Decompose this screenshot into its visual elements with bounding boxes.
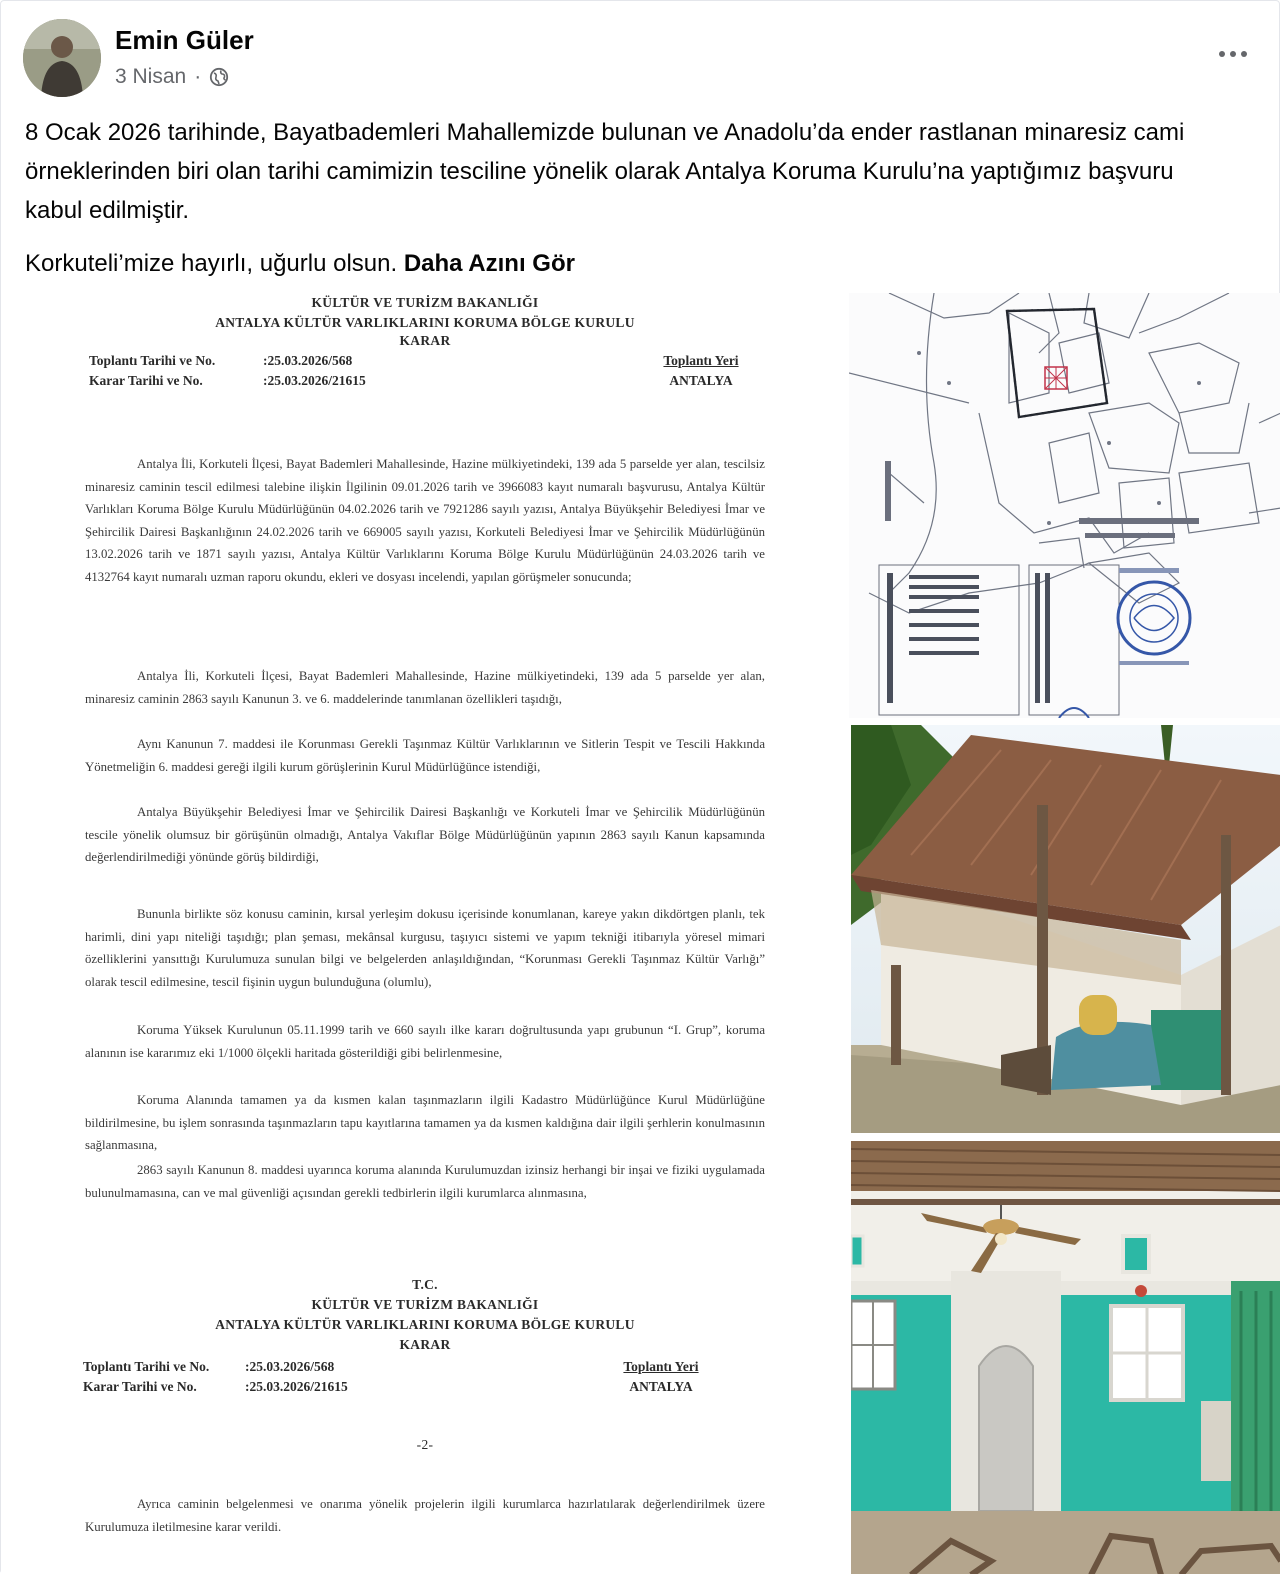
- post-date[interactable]: 3 Nisan: [115, 65, 187, 88]
- doc-meeting-label-2: Toplantı Tarihi ve No.: [83, 1359, 210, 1374]
- post-header: [23, 19, 1259, 97]
- doc-paragraph-5: Bununla birlikte söz konusu caminin, kırsal yerleşim dokusu içerisinde konumlanan, kareye yakın dikdörtgen planlı, tek harimli, dini yapı niteliği taşıdığı; plan şeması, mekânsal kurgusu, taşıyıcı sistemi ve yapım tekniği itibarıyla yöresel mimari özelliklerini yansıttığı Kurulumuza sunulan bilgi ve belgelerden anlaşıldığından, “Korunması Gerekli Taşınmaz Kültür Varlığı” olarak tescil edilmesine, tescil fişinin uygun bulunduğuna (olumlu),: [85, 907, 765, 989]
- doc-paragraph-6: Koruma Yüksek Kurulunun 05.11.1999 tarih ve 660 sayılı ilke kararı doğrultusunda yapı grubunun “I. Grup”, koruma alanının ise kararımız eki 1/1000 ölçekli haritada gösterildiği gibi belirlenmesine,: [85, 1023, 765, 1060]
- cadastral-map-image[interactable]: [849, 293, 1280, 718]
- doc-paragraph-4: Antalya Büyükşehir Belediyesi İmar ve Şehircilik Dairesi Başkanlığı ve Korkuteli İmar ve Şehircilik Müdürlüğünün tescile yönelik olumsuz bir görüşünün olmadığı, Antalya Vakıflar Bölge Müdürlüğünün yapının 2863 sayılı Kanun kapsamında değerlendirilmediği yönünde görüş bildirdiği,: [85, 805, 765, 864]
- see-less-link[interactable]: Daha Azını Gör: [403, 250, 575, 277]
- doc-place-label: Toplantı Yeri: [663, 353, 739, 368]
- doc-place-value-2: ANTALYA: [629, 1379, 693, 1394]
- doc-board-2: ANTALYA KÜLTÜR VARLIKLARINI KORUMA BÖLGE KURULU: [215, 1317, 635, 1332]
- doc-page-number: -2-: [416, 1437, 434, 1452]
- doc-paragraph-2: Antalya İli, Korkuteli İlçesi, Bayat Bademleri Mahallesinde, Hazine mülkiyetindeki, 139 ada 5 parselde yer alan, minaresiz caminin 2863 sayılı Kanunun 3. ve 6. maddelerinde tanımlanan özellikleri taşıdığı,: [85, 669, 765, 706]
- doc-ministry-2: KÜLTÜR VE TURİZM BAKANLIĞI: [311, 1297, 539, 1312]
- post-paragraph-1: 8 Ocak 2026 tarihinde, Bayatbademleri Mahallemizde bulunan ve Anadolu’da ender rastlanan minaresiz cami örneklerinden biri olan tarihi camimizin tesciline yönelik olarak Antalya Koruma Kurulu’na yaptığımız başvuru kabul edilmiştir.: [25, 119, 1185, 224]
- mosque-exterior-photo[interactable]: [851, 725, 1280, 1133]
- post-meta: [115, 65, 229, 89]
- more-options-button[interactable]: [1213, 39, 1253, 69]
- doc-decision-label: Karar Tarihi ve No.: [89, 373, 203, 388]
- meta-separator: ·: [194, 65, 202, 88]
- post-paragraph-2: [25, 244, 1225, 283]
- doc-meeting-value: :25.03.2026/568: [263, 353, 353, 368]
- doc-paragraph-7: Koruma Alanında tamamen ya da kısmen kalan taşınmazların ilgili Kadastro Müdürlüğünce Kurul Müdürlüğüne bildirilmesine, bu işlem sonrasında taşınmazların tapu kayıtlarına tamamen ya da kısmen kaldığına dair ilgili şerhlerin konulmasının sağlanmasına,: [85, 1093, 765, 1152]
- author-name[interactable]: Emin Güler: [115, 25, 254, 55]
- doc-decision-title: KARAR: [399, 333, 451, 348]
- more-horizontal-icon: [1219, 51, 1225, 57]
- doc-board: ANTALYA KÜLTÜR VARLIKLARINI KORUMA BÖLGE KURULU: [215, 315, 635, 330]
- doc-decision-title-2: KARAR: [399, 1337, 451, 1352]
- mosque-interior-photo[interactable]: [851, 1141, 1280, 1574]
- dot: [1230, 51, 1236, 57]
- doc-decision-value: :25.03.2026/21615: [263, 373, 366, 388]
- doc-meeting-value-2: :25.03.2026/568: [245, 1359, 335, 1374]
- post-paragraph-2-text: Korkuteli’mize hayırlı, uğurlu olsun.: [25, 250, 398, 277]
- dot: [1241, 51, 1247, 57]
- doc-paragraph-1: Antalya İli, Korkuteli İlçesi, Bayat Bademleri Mahallesinde, Hazine mülkiyetindeki, 139 ada 5 parselde yer alan, tescilsiz minaresiz caminin tescil edilmesi talebine ilişkin İlgilinin 09.01.2026 tarih ve 3966083 kayıt numaralı başvurusu, Antalya Kültür Varlıkları Koruma Bölge Kurulu Müdürlüğünün 04.02.2026 tarih ve 7921286 sayılı yazısı, Antalya Büyükşehir Belediyesi İmar ve Şehircilik Dairesi Başkanlığının 24.02.2026 tarih ve 669005 sayılı yazısı, Korkuteli Belediyesi İmar ve Şehircilik Müdürlüğünün 13.02.2026 tarih ve 1871 sayılı yazısı, Antalya Kültür Varlıklarını Koruma Bölge Kurulu Müdürlüğünün 24.03.2026 tarih ve 4132764 kayıt numaralı uzman raporu okundu, ekleri ve dosyası incelendi, yapılan görüşmeler sonucunda;: [85, 457, 765, 584]
- globe-icon: [209, 67, 229, 87]
- doc-paragraph-8: 2863 sayılı Kanunun 8. maddesi uyarınca koruma alanında Kurulumuzdan izinsiz herhangi bir inşai ve fiziki uygulamada bulunulmamasına, can ve mal güvenliği açısından gerekli tedbirlerin ilgili kurumlarca alınmasına,: [85, 1163, 765, 1200]
- post-media[interactable]: [1, 293, 1280, 1574]
- doc-paragraph-3: Aynı Kanunun 7. maddesi ile Korunması Gerekli Taşınmaz Kültür Varlıklarının ve Sitlerin Tespit ve Tescili Hakkında Yönetmeliğin 6. maddesi gereği ilgili kurum görüşlerinin Kurul Müdürlüğünce istendiği,: [85, 737, 765, 774]
- post-text: [25, 113, 1225, 297]
- doc-place-label-2: Toplantı Yeri: [623, 1359, 699, 1374]
- doc-meeting-label: Toplantı Tarihi ve No.: [89, 353, 216, 368]
- doc-ministry: KÜLTÜR VE TURİZM BAKANLIĞI: [311, 295, 539, 310]
- decision-document-image[interactable]: [1, 293, 849, 1574]
- doc-decision-label-2: Karar Tarihi ve No.: [83, 1379, 197, 1394]
- doc-place-value: ANTALYA: [669, 373, 733, 388]
- doc-paragraph-9: Ayrıca caminin belgelenmesi ve onarıma yönelik projelerin ilgili kurumlarca hazırlatılarak değerlendirilmek üzere Kurulumuza iletilmesine karar verildi.: [85, 1497, 765, 1534]
- doc-tc: T.C.: [412, 1277, 438, 1292]
- doc-decision-value-2: :25.03.2026/21615: [245, 1379, 348, 1394]
- avatar[interactable]: [23, 19, 101, 97]
